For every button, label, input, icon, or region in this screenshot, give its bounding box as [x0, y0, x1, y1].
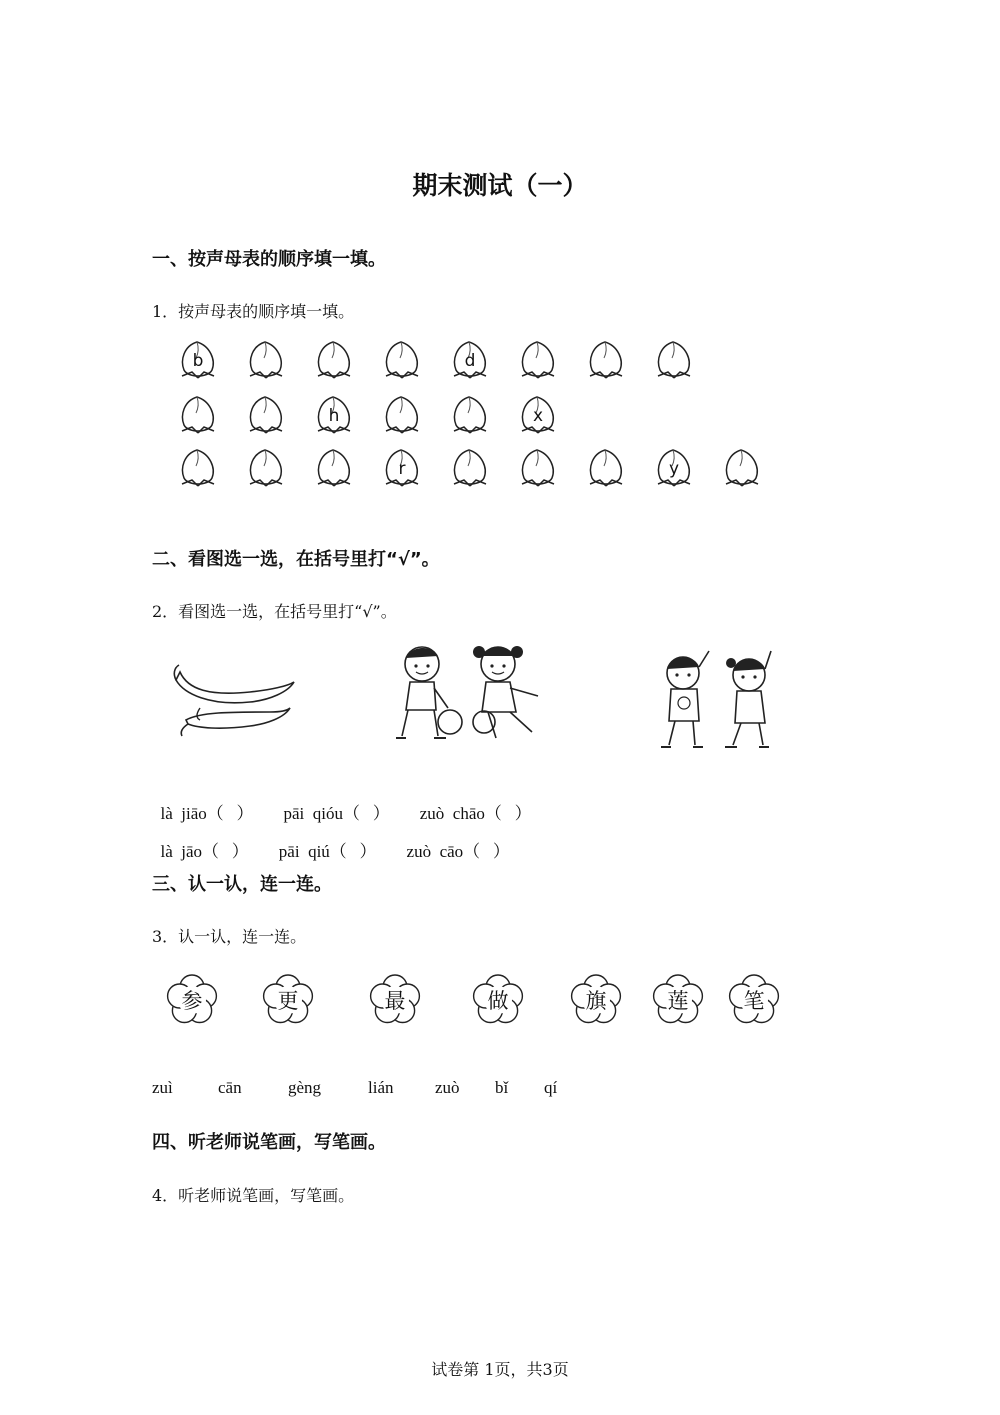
peach-item[interactable] [318, 450, 350, 486]
peach-item[interactable] [590, 450, 622, 486]
peach-item[interactable] [726, 450, 758, 486]
pinyin-item[interactable]: zuì [152, 1078, 173, 1097]
flower-char: 莲 [667, 989, 689, 1013]
peach-item[interactable] [386, 450, 418, 486]
page-footer: 试卷第 1页，共3页 [431, 1360, 569, 1379]
flower-char: 笔 [743, 989, 765, 1013]
peach-item[interactable] [522, 397, 554, 433]
peach-item[interactable] [522, 342, 554, 378]
peach-letter: b [192, 351, 204, 371]
flower-char: 最 [384, 989, 406, 1013]
peach-item[interactable] [658, 450, 690, 486]
flower-item[interactable] [654, 975, 703, 1023]
section-1-heading: 一、按声母表的顺序填一填。 [152, 249, 386, 270]
question-4: 4．听老师说笔画，写笔画。 [152, 1186, 355, 1205]
flower-item[interactable] [474, 975, 523, 1023]
peach-item[interactable] [386, 397, 418, 433]
flower-char: 参 [181, 989, 203, 1013]
peach-item[interactable] [318, 397, 350, 433]
section-2-heading: 二、看图选一选，在括号里打“√”。 [152, 549, 440, 570]
flower-char: 旗 [585, 989, 607, 1013]
peach-letter: x [532, 406, 544, 426]
section-4-heading: 四、听老师说笔画，写笔画。 [152, 1132, 386, 1153]
peach-letter: r [398, 459, 406, 479]
pinyin-item[interactable]: gèng [288, 1078, 322, 1097]
peach-letter: d [464, 351, 476, 371]
peach-item[interactable] [182, 397, 214, 433]
option-pai-qiu[interactable]: pāi qiú（ ） [278, 842, 377, 861]
question-1: 1．按声母表的顺序填一填。 [152, 302, 355, 321]
peach-letter: y [668, 459, 680, 479]
peach-item[interactable] [250, 397, 282, 433]
flower-row [160, 960, 790, 1045]
option-zuo-chao[interactable]: zuò chāo（ ） [419, 804, 532, 823]
page-title: 期末测试（一） [412, 171, 588, 200]
peach-item[interactable] [522, 450, 554, 486]
peach-letter: h [328, 406, 340, 426]
peach-item[interactable] [454, 397, 486, 433]
question-2: 2．看图选一选，在括号里打“√”。 [152, 602, 397, 621]
section-3-heading: 三、认一认，连一连。 [152, 874, 332, 895]
flower-item[interactable] [371, 975, 420, 1023]
pinyin-item[interactable]: bǐ [495, 1078, 509, 1097]
peach-item[interactable] [454, 450, 486, 486]
pinyin-item[interactable]: zuò [435, 1078, 460, 1097]
flower-char: 做 [487, 989, 509, 1013]
peach-item[interactable] [250, 342, 282, 378]
peach-item[interactable] [658, 342, 690, 378]
flower-item[interactable] [168, 975, 217, 1023]
option-la-jao[interactable]: là jāo（ ） [160, 842, 249, 861]
peach-item[interactable] [318, 342, 350, 378]
option-pai-qiou[interactable]: pāi qióu（ ） [283, 804, 390, 823]
peach-item[interactable] [182, 450, 214, 486]
flower-char: 更 [277, 989, 299, 1013]
flower-item[interactable] [264, 975, 313, 1023]
peach-item[interactable] [590, 342, 622, 378]
peach-item[interactable] [182, 342, 214, 378]
peppers-picture [170, 660, 300, 740]
peach-item[interactable] [454, 342, 486, 378]
peach-item[interactable] [386, 342, 418, 378]
peach-item[interactable] [250, 450, 282, 486]
peach-grid [170, 338, 790, 503]
pinyin-item[interactable]: cān [218, 1078, 242, 1097]
kids-playing-ball-picture [392, 640, 552, 750]
pinyin-item[interactable]: lián [368, 1078, 394, 1097]
kids-doing-exercises-picture [655, 645, 790, 755]
option-zuo-cao[interactable]: zuò cāo（ ） [406, 842, 510, 861]
option-la-jiao[interactable]: là jiāo（ ） [160, 804, 254, 823]
flower-item[interactable] [730, 975, 779, 1023]
pinyin-item[interactable]: qí [544, 1078, 558, 1097]
pinyin-row [152, 1078, 672, 1102]
options-row-2 [152, 817, 510, 862]
flower-item[interactable] [572, 975, 621, 1023]
question-3: 3．认一认，连一连。 [152, 927, 307, 946]
